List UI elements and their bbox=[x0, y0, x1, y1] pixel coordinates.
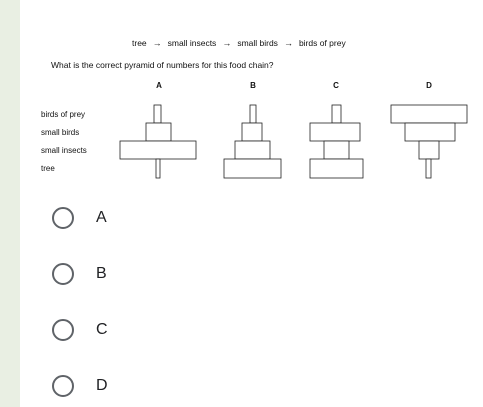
pyramid-a bbox=[120, 105, 196, 178]
chain-item-birds-of-prey: birds of prey bbox=[298, 38, 346, 48]
row-label-small-birds: small birds bbox=[41, 128, 80, 137]
column-label-d: D bbox=[426, 81, 432, 90]
row-label-birds-of-prey: birds of prey bbox=[41, 110, 86, 119]
pyramid-a-birds-of-prey-bar bbox=[154, 105, 161, 123]
chain-item-small-insects: small insects bbox=[167, 38, 217, 48]
arrow-icon: → bbox=[152, 38, 162, 48]
option-c[interactable] bbox=[52, 315, 172, 345]
option-b-label: B bbox=[96, 265, 107, 282]
chain-item-tree: tree bbox=[132, 38, 147, 48]
option-a-label: A bbox=[96, 209, 107, 226]
pyramid-d-small-birds-bar bbox=[405, 123, 455, 141]
radio-button-d[interactable] bbox=[52, 375, 74, 397]
left-margin-strip bbox=[0, 0, 20, 407]
pyramid-diagrams bbox=[20, 95, 483, 185]
pyramid-c-small-insects-bar bbox=[324, 141, 349, 159]
option-d-label: D bbox=[96, 377, 108, 394]
row-label-small-insects: small insects bbox=[41, 146, 87, 155]
column-label-c: C bbox=[333, 81, 339, 90]
pyramid-c-tree-bar bbox=[310, 159, 363, 178]
pyramid-d-small-insects-bar bbox=[419, 141, 439, 159]
column-label-a: A bbox=[156, 81, 162, 90]
row-label-tree: tree bbox=[41, 164, 55, 173]
pyramid-b bbox=[224, 105, 281, 178]
radio-button-a[interactable] bbox=[52, 207, 74, 229]
radio-button-c[interactable] bbox=[52, 319, 74, 341]
pyramid-d-tree-bar bbox=[426, 159, 431, 178]
pyramid-a-tree-bar bbox=[156, 159, 160, 178]
pyramid-d bbox=[391, 105, 467, 178]
option-b[interactable] bbox=[52, 259, 172, 289]
pyramid-b-birds-of-prey-bar bbox=[250, 105, 256, 123]
pyramid-c-small-birds-bar bbox=[310, 123, 360, 141]
pyramid-c bbox=[310, 105, 363, 178]
question-prompt: What is the correct pyramid of numbers for this food chain? bbox=[51, 60, 274, 70]
food-chain bbox=[132, 38, 392, 48]
pyramid-b-small-insects-bar bbox=[235, 141, 270, 159]
arrow-icon: → bbox=[222, 38, 232, 48]
arrow-icon: → bbox=[283, 38, 293, 48]
option-c-label: C bbox=[96, 321, 108, 338]
pyramid-d-birds-of-prey-bar bbox=[391, 105, 467, 123]
pyramid-a-small-insects-bar bbox=[120, 141, 196, 159]
column-label-b: B bbox=[250, 81, 256, 90]
pyramid-c-birds-of-prey-bar bbox=[332, 105, 341, 123]
chain-item-small-birds: small birds bbox=[237, 38, 278, 48]
option-a[interactable] bbox=[52, 203, 172, 233]
pyramid-b-small-birds-bar bbox=[242, 123, 262, 141]
option-d[interactable] bbox=[52, 371, 172, 401]
pyramid-a-small-birds-bar bbox=[146, 123, 171, 141]
radio-button-b[interactable] bbox=[52, 263, 74, 285]
pyramid-b-tree-bar bbox=[224, 159, 281, 178]
